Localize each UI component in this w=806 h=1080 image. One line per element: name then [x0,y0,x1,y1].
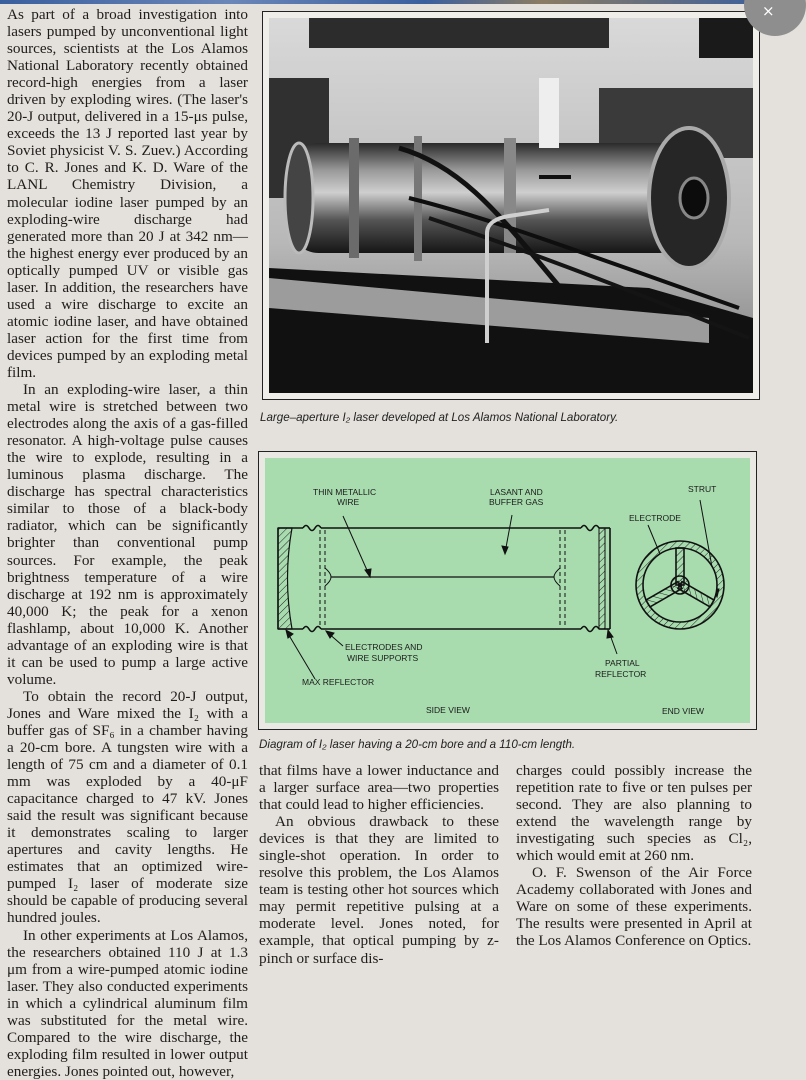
label-max-reflector: MAX REFLECTOR [302,677,375,687]
article-column-3 [516,762,752,950]
label-lasant-2: BUFFER GAS [489,497,544,507]
paragraph: charges could possibly increase the repetition rate to five or ten pulses per second. They are also planning to extend the wavelength range by investigating such species as Cl₂, which would emit at 260 nm. [516,762,752,865]
close-icon: × [762,2,775,20]
top-edge-strip [0,0,773,4]
diagram-frame [258,451,757,730]
label-side-view: SIDE VIEW [426,705,470,715]
max-reflector [278,528,292,629]
label-electrode: ELECTRODE [629,513,681,523]
laser-diagram [265,458,750,723]
label-thin-wire-1: THIN METALLIC [313,487,377,497]
label-lasant-1: LASANT AND [490,487,543,497]
label-thin-wire-2: WIRE [337,497,360,507]
paragraph: O. F. Swenson of the Air Force Academy collaborated with Jones and Ware on some of these experiments. The results were presented in April at the Los Alamos Conference on Optics. [516,864,752,950]
label-electrodes-supports-1: ELECTRODES AND [345,642,423,652]
label-end-view: END VIEW [662,706,705,716]
paragraph: In an exploding-wire laser, a thin metal wire is stretched between two electrodes along the axis of a gas-filled resonator. A high-voltage pulse causes the wire to explode, resulting in a luminous plasma discharge. The discharge has spectral characteristics similar to those of a black-body radiator, which can be significantly brighter than conventional pump sources. For example, the peak brightness temperature of a wire discharge at 192 nm is approximately 40,000 K; the peak for a xenon flashlamp, about 10,000 K. Another advantage of an exploding wire is that it can be used to pump a large active volume. [7,381,248,688]
label-strut: STRUT [688,484,717,494]
electrode-supports [320,530,565,627]
partial-reflector [599,528,605,629]
paragraph: As part of a broad investigation into lasers pumped by unconventional light sources, scientists at the Los Alamos National Laboratory recently obtained record-high energies from a laser driven by exploding wires. (The laser's 20-J output, delivered in a 15-μs pulse, exceeds the 13 J reported last year by Soviet physicist V. S. Zuev.) According to C. R. Jones and K. D. Ware of the LANL Chemistry Division, a molecular iodine laser pumped by an exploding-wire discharge had generated more than 20 J at 342 nm—the highest energy ever produced by an optically pumped UV or visible gas laser. In addition, the researchers have used a wire discharge to excite an atomic iodine laser, and have obtained laser action for the first time from devices pumped by an exploding metal film. [7,6,248,381]
photo-caption: Large–aperture I₂ laser developed at Los Alamos National Laboratory. [260,411,619,424]
laser-photo [269,18,753,393]
paragraph: An obvious drawback to these devices is that they are limited to single-shot operation. In order to resolve this problem, the Los Alamos team is testing other hot sources which may permit repetitive pulsing at a moderate level. Jones noted, for example, that optical pumping by z-pinch or surface dis- [259,813,499,967]
label-electrodes-supports-2: WIRE SUPPORTS [347,653,419,663]
paragraph: that films have a lower inductance and a larger surface area—two properties that could lead to higher efficiencies. [259,762,499,814]
article-column-2 [259,762,499,967]
paragraph: In other experiments at Los Alamos, the researchers obtained 110 J at 1.3 μm from a wire-pumped atomic iodine laser. They also conducted experiments in which a cylindrical aluminum film was substituted for the metal wire. Compared to the wire discharge, the exploding film resulted in lower output energies. Jones pointed out, however, [7,926,248,1080]
paragraph: To obtain the record 20-J output, Jones and Ware mixed the I₂ with a buffer gas of SF₆ in a chamber having a 20-cm bore. A tungsten wire with a length of 75 cm and a diameter of 0.1 mm was exploded by a 40-μF capacitance charged to 47 kV. Jones said the result was significant because it demonstrates scaling to larger apertures and cavity lengths. He estimates that an optimized wire-pumped I₂ laser of moderate size should be capable of producing several hundred joules. [7,687,248,927]
diagram-caption: Diagram of I₂ laser having a 20-cm bore and a 110-cm length. [259,738,576,751]
photo-frame [262,11,760,400]
label-partial-reflector-1: PARTIAL [605,658,640,668]
end-view [636,541,724,629]
article-column-1 [7,6,248,1080]
label-partial-reflector-2: REFLECTOR [595,669,647,679]
